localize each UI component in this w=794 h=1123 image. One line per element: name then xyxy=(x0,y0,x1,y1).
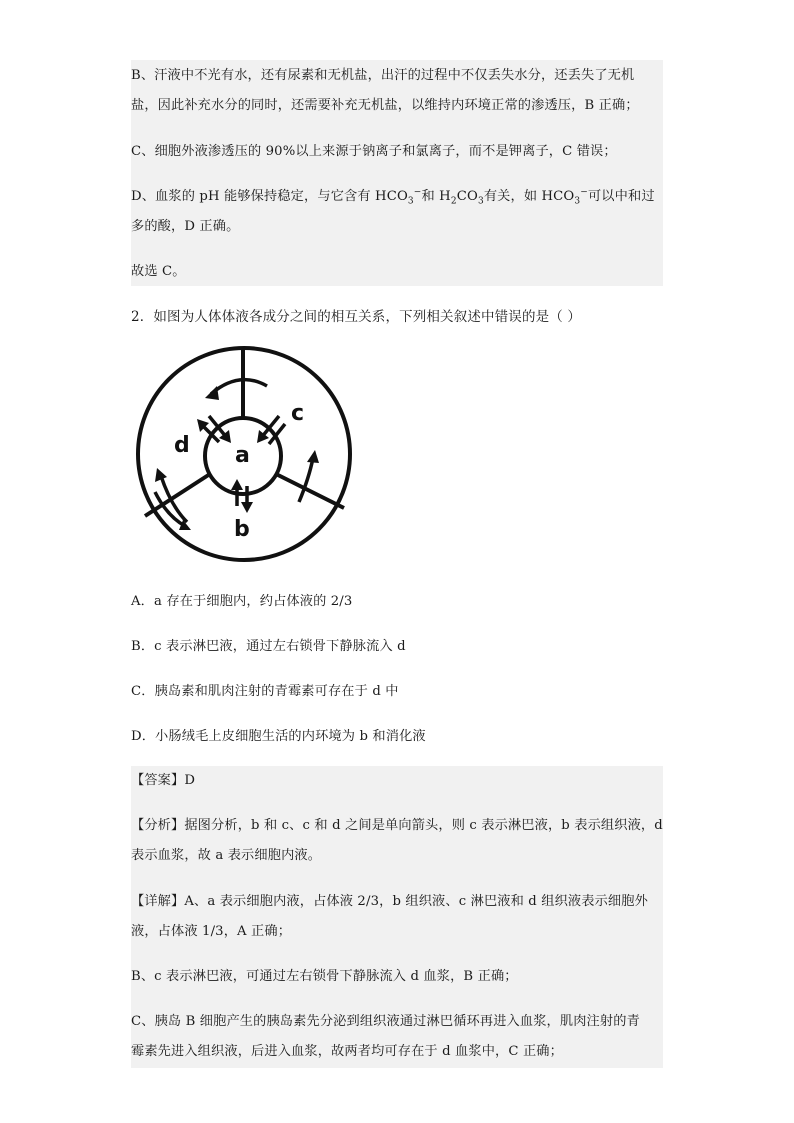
arrowhead-right xyxy=(307,450,319,463)
explanation-d-line1 xyxy=(131,187,671,207)
explanation-c-line: C、细胞外液渗透压的 90%以上来源于钠离子和氯离子，而不是钾离子，C 错误； xyxy=(131,144,617,159)
arrowhead-top xyxy=(205,386,219,400)
arrow-top-curve xyxy=(211,380,267,394)
arrow-right-curve xyxy=(299,458,313,502)
explanation-d-text-b: 和 H xyxy=(421,189,451,204)
explanation-d-line2: 多的酸，D 正确。 xyxy=(131,219,240,234)
divider-right xyxy=(276,474,344,508)
detail-c-line1: C、胰岛 B 细胞产生的胰岛素先分泌到组织液通过淋巴循环再进入血浆，肌肉注射的青 xyxy=(131,1014,640,1029)
explanation-b-line1: B、汗液中不光有水，还有尿素和无机盐，出汗的过程中不仅丢失水分，还丢失了无机 xyxy=(131,68,635,83)
option-d: D．小肠绒毛上皮细胞生活的内环境为 b 和消化液 xyxy=(131,729,426,744)
explanation-background xyxy=(131,60,663,286)
detail-line2: 液，占体液 1/3，A 正确； xyxy=(131,924,292,939)
label-a: a xyxy=(235,443,250,468)
label-c: c xyxy=(291,401,305,426)
label-b: b xyxy=(234,517,250,542)
option-c: C．胰岛素和肌肉注射的青霉素可存在于 d 中 xyxy=(131,684,399,699)
superscript-minus: − xyxy=(580,187,588,198)
explanation-b-line2: 盐，因此补充水分的同时，还需要补充无机盐，以维持内环境正常的渗透压，B 正确； xyxy=(131,98,639,113)
explanation-d-text-d: 有关，如 HCO xyxy=(483,189,575,204)
option-a: A．a 存在于细胞内，约占体液的 2/3 xyxy=(131,594,353,609)
answer-line: 【答案】D xyxy=(131,773,196,788)
subscript-3: 3 xyxy=(477,196,484,207)
analysis-line1: 【分析】据图分析，b 和 c、c 和 d 之间是单向箭头，则 c 表示淋巴液，b 表示组织液，d xyxy=(131,818,663,833)
analysis-line2: 表示血浆，故 a 表示细胞内液。 xyxy=(131,848,322,863)
detail-line1: 【详解】A、a 表示细胞内液，占体液 2/3，b 组织液、c 淋巴液和 d 组织液表示细胞外 xyxy=(131,894,648,909)
explanation-d-text-a: D、血浆的 pH 能够保持稳定，与它含有 HCO xyxy=(131,189,408,204)
option-b: B．c 表示淋巴液，通过左右锁骨下静脉流入 d xyxy=(131,639,406,654)
label-d: d xyxy=(174,433,190,458)
detail-c-line2: 霉素先进入组织液，后进入血浆，故两者均可存在于 d 血浆中，C 正确； xyxy=(131,1044,563,1059)
subscript-3: 3 xyxy=(407,196,414,207)
arrowhead-b-to-a xyxy=(231,479,243,490)
explanation-d-text-e: 可以中和过 xyxy=(587,189,655,204)
explanation-conclusion: 故选 C。 xyxy=(131,264,186,279)
question-title: 2．如图为人体体液各成分之间的相互关系，下列相关叙述中错误的是（ ） xyxy=(131,309,581,325)
superscript-minus: − xyxy=(413,187,422,198)
detail-b-line: B、c 表示淋巴液，可通过左右锁骨下静脉流入 d 血浆，B 正确； xyxy=(131,969,518,984)
subscript-3: 3 xyxy=(574,196,581,207)
explanation-d-text-c: CO xyxy=(456,189,478,204)
arrowhead-a-to-b xyxy=(241,502,253,513)
subscript-2: 2 xyxy=(450,196,457,207)
body-fluid-diagram xyxy=(131,346,359,568)
